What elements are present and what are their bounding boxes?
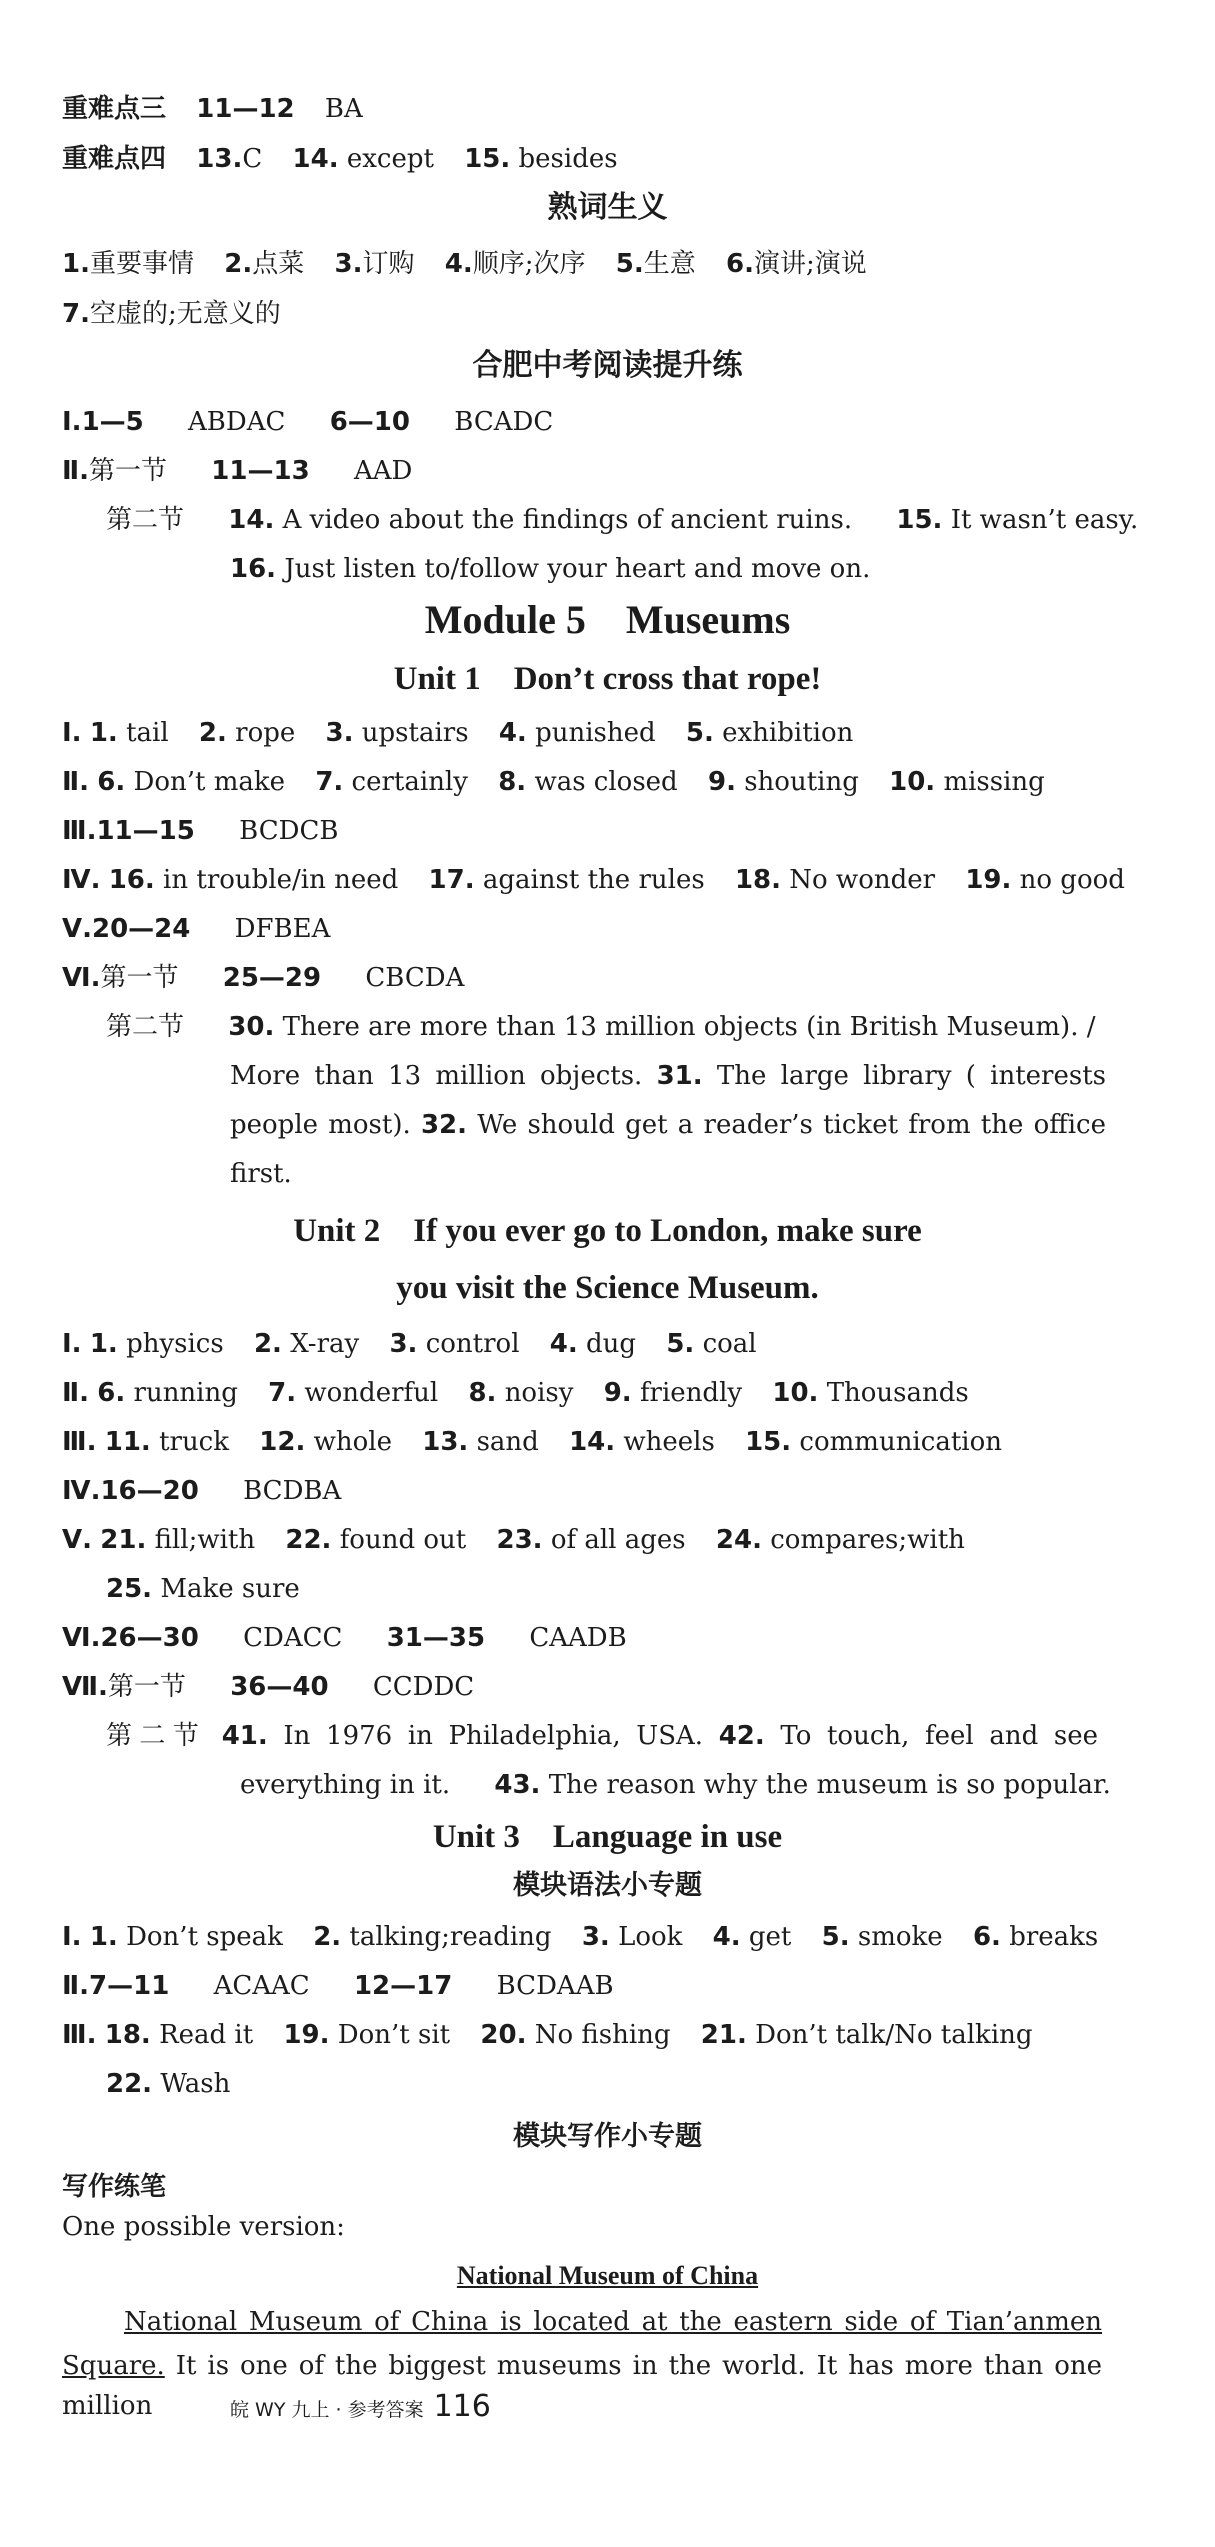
roman-numeral: Ⅱ. (62, 1971, 90, 2001)
grammar-topic-title: 模块语法小专题 (513, 1870, 702, 1901)
answer: wheels (623, 1427, 715, 1457)
question-number: 15. (896, 505, 943, 535)
key-point-4-line (62, 142, 618, 176)
answer: 点菜 (252, 249, 305, 279)
answer: Don’t make (133, 767, 286, 797)
question-number: 2. (198, 718, 227, 748)
question-number: 11—13 (211, 456, 310, 486)
answer: Wash (160, 2069, 231, 2099)
question-number: 20. (480, 2020, 527, 2050)
possible-version-label: One possible version: (62, 2212, 345, 2242)
question-number: 31—35 (386, 1623, 486, 1653)
answer: get (748, 1922, 792, 1952)
question-number: 36—40 (230, 1672, 329, 1702)
answer: CDACC (243, 1623, 343, 1653)
unit2-part-7-sec-2 (106, 1719, 1098, 1753)
answer: was closed (534, 767, 678, 797)
question-number: 11. (104, 1427, 151, 1457)
answer: in trouble/in need (163, 865, 399, 895)
answer: no good (1019, 865, 1125, 895)
question-number: 13. (422, 1427, 469, 1457)
essay-text: National Museum of China is located at the eastern side of Tian’anmen (124, 2307, 1102, 2337)
vocab-line-2 (62, 297, 281, 331)
question-number: 14. (292, 144, 339, 174)
question-number: 18. (104, 2020, 151, 2050)
answer: X-ray (290, 1329, 360, 1359)
answer: sand (476, 1427, 539, 1457)
unit3-part-3 (62, 2018, 1033, 2052)
answer: everything in it. (240, 1770, 451, 1800)
hefei-answer-16 (230, 552, 870, 586)
question-number: 18. (734, 865, 781, 895)
question-number: 4. (444, 249, 473, 279)
roman-numeral: Ⅲ. (62, 1427, 97, 1457)
question-number: 14. (228, 505, 275, 535)
answer: Don’t sit (337, 2020, 451, 2050)
essay-text: It is one of the biggest museums in the world. It has more than one million (62, 2351, 1102, 2421)
question-number: 1. (89, 1329, 118, 1359)
essay-text: Square. (62, 2351, 165, 2381)
question-number: 19. (965, 865, 1012, 895)
unit1-part-4 (62, 863, 1125, 897)
answer: missing (943, 767, 1045, 797)
answer: Just listen to/follow your heart and move on. (284, 554, 871, 584)
answer: AAD (353, 456, 413, 486)
essay-line-1 (62, 2302, 1102, 2342)
answer: noisy (504, 1378, 574, 1408)
unit1-answer-31-32 (230, 1108, 1106, 1142)
answer: Don’t speak (126, 1922, 283, 1952)
question-number: 16. (230, 554, 277, 584)
answer: running (133, 1378, 238, 1408)
answer: certainly (351, 767, 468, 797)
question-number: 7—11 (89, 1971, 170, 2001)
question-number: 11—12 (196, 94, 295, 124)
answer: A video about the findings of ancient ruins. (282, 505, 853, 535)
answer: Read it (159, 2020, 254, 2050)
question-number: 8. (468, 1378, 497, 1408)
roman-numeral: Ⅵ. (62, 1623, 101, 1653)
unit1-part-5 (62, 912, 330, 946)
answer: physics (126, 1329, 224, 1359)
question-number: 1—5 (81, 407, 144, 437)
section-title-hefei: 合肥中考阅读提升练 (472, 348, 743, 383)
answer: communication (799, 1427, 1002, 1457)
answer: fill;with (154, 1525, 256, 1555)
question-number: 22. (106, 2069, 153, 2099)
question-number: 23. (496, 1525, 543, 1555)
section-label: 第一节 (100, 963, 179, 993)
section-label: 第二节 (106, 1012, 185, 1042)
answer: BA (324, 94, 363, 124)
question-number: 12—17 (353, 1971, 453, 2001)
answer: first. (230, 1159, 292, 1189)
unit2-part-4 (62, 1474, 341, 1508)
question-number: 32. (420, 1110, 468, 1140)
answer: CBCDA (365, 963, 465, 993)
question-number: 24. (715, 1525, 762, 1555)
question-number: 7. (315, 767, 344, 797)
question-number: 4. (498, 718, 527, 748)
question-number: 4. (549, 1329, 578, 1359)
question-number: 21. (100, 1525, 147, 1555)
unit2-part-1 (62, 1327, 757, 1361)
answer: people most). (230, 1110, 411, 1140)
roman-numeral: Ⅰ. (62, 407, 82, 437)
roman-numeral: Ⅶ. (62, 1672, 108, 1702)
question-number: 11—15 (96, 816, 195, 846)
answer: wonderful (304, 1378, 439, 1408)
answer: BCDAAB (496, 1971, 614, 2001)
answer: 顺序;次序 (472, 249, 586, 279)
question-number: 10. (889, 767, 936, 797)
unit2-part-6 (62, 1621, 627, 1655)
question-number: 2. (313, 1922, 342, 1952)
unit1-part-3 (62, 814, 338, 848)
question-number: 6. (726, 249, 754, 279)
roman-numeral: Ⅰ. (62, 1922, 82, 1952)
roman-numeral: Ⅰ. (62, 1329, 82, 1359)
question-number: 3. (334, 249, 363, 279)
answer: The reason why the museum is so popular. (548, 1770, 1111, 1800)
answer: 订购 (362, 249, 415, 279)
answer: compares;with (770, 1525, 965, 1555)
question-number: 10. (772, 1378, 819, 1408)
roman-numeral: Ⅵ. (62, 963, 101, 993)
section-label: 第二节 (106, 1721, 207, 1751)
question-number: 41. (221, 1721, 268, 1751)
answer: BCDBA (243, 1476, 342, 1506)
question-number: 6. (97, 767, 126, 797)
answer: C (242, 144, 263, 174)
answer: truck (159, 1427, 230, 1457)
question-number: 25. (106, 1574, 153, 1604)
answer: We should get a reader’s ticket from the office (477, 1110, 1106, 1140)
answer: whole (313, 1427, 392, 1457)
footer-label: 皖 WY 九上 · 参考答案 (230, 2399, 424, 2421)
answer: 演讲;演说 (753, 249, 867, 279)
answer: Don’t talk/No talking (755, 2020, 1033, 2050)
answer: against the rules (482, 865, 705, 895)
answer: 重要事情 (89, 249, 194, 279)
section-label: 第一节 (107, 1672, 186, 1702)
unit3-part-1 (62, 1920, 1098, 1954)
unit1-part-1 (62, 716, 853, 750)
question-number: 17. (428, 865, 475, 895)
section-label: 第二节 (106, 505, 185, 535)
unit1-answer-30-31 (230, 1059, 1106, 1093)
question-number: 31. (656, 1061, 703, 1091)
answer: DFBEA (234, 914, 331, 944)
answer: coal (702, 1329, 757, 1359)
answer: talking;reading (349, 1922, 552, 1952)
question-number: 2. (224, 249, 253, 279)
answer: friendly (639, 1378, 743, 1408)
answer: Look (618, 1922, 683, 1952)
roman-numeral: Ⅱ. (62, 1378, 90, 1408)
question-number: 6. (972, 1922, 1001, 1952)
unit2-part-5 (62, 1523, 965, 1557)
question-number: 3. (325, 718, 354, 748)
section-label: 第一节 (89, 456, 168, 486)
question-number: 7. (268, 1378, 297, 1408)
unit2-part-5-cont (106, 1572, 300, 1606)
answer: More than 13 million objects. (230, 1061, 643, 1091)
question-number: 42. (718, 1721, 765, 1751)
unit1-part-2 (62, 765, 1045, 799)
unit-2-title-line-1: Unit 2 If you ever go to London, make sure (293, 1213, 922, 1249)
answer: upstairs (361, 718, 469, 748)
question-number: 9. (707, 767, 736, 797)
answer: BCDCB (239, 816, 339, 846)
roman-numeral: Ⅰ. (62, 718, 82, 748)
answer: punished (535, 718, 656, 748)
answer: smoke (857, 1922, 943, 1952)
unit1-answer-32-end (230, 1157, 292, 1191)
answer: of all ages (550, 1525, 686, 1555)
roman-numeral: Ⅱ. (62, 767, 90, 797)
question-number: 16—20 (100, 1476, 199, 1506)
unit-3-title: Unit 3 Language in use (432, 1819, 783, 1855)
hefei-part-2-sec-2 (106, 503, 1138, 537)
answer: BCADC (454, 407, 554, 437)
page-footer (230, 2389, 491, 2425)
question-number: 21. (700, 2020, 747, 2050)
key-point-3-line (62, 92, 363, 126)
question-number: 5. (666, 1329, 695, 1359)
question-number: 13. (196, 144, 243, 174)
roman-numeral: Ⅴ. (62, 1525, 92, 1555)
unit2-part-7 (62, 1670, 474, 1704)
question-number: 19. (283, 2020, 330, 2050)
question-number: 4. (712, 1922, 741, 1952)
answer: ACAAC (213, 1971, 310, 2001)
question-number: 20—24 (92, 914, 191, 944)
question-number: 30. (228, 1012, 275, 1042)
unit2-answer-42-43 (240, 1768, 1111, 1802)
roman-numeral: Ⅲ. (62, 2020, 97, 2050)
answer: In 1976 in Philadelphia, USA. (283, 1721, 704, 1751)
writing-practice-label: 写作练笔 (62, 2172, 167, 2202)
answer: found out (339, 1525, 467, 1555)
essay-line-2 (62, 2346, 1102, 2426)
section-title-vocab: 熟词生义 (547, 190, 668, 225)
question-number: 15. (745, 1427, 792, 1457)
question-number: 1. (89, 718, 118, 748)
question-number: 3. (581, 1922, 610, 1952)
answer: exhibition (722, 718, 854, 748)
roman-numeral: Ⅳ. (62, 865, 101, 895)
question-number: 8. (498, 767, 527, 797)
answer: except (346, 144, 434, 174)
hefei-part-2 (62, 454, 412, 488)
unit3-part-3-cont (106, 2067, 230, 2101)
answer: breaks (1009, 1922, 1099, 1952)
module-title: Module 5 Museums (424, 597, 791, 642)
answer: No fishing (534, 2020, 671, 2050)
vocab-line-1 (62, 247, 867, 281)
essay-title: National Museum of China (456, 2261, 759, 2290)
roman-numeral: Ⅲ. (62, 816, 97, 846)
question-number: 5. (821, 1922, 850, 1952)
question-number: 6—10 (329, 407, 410, 437)
page-number: 116 (433, 2389, 491, 2424)
answer: CCDDC (372, 1672, 475, 1702)
writing-topic-title: 模块写作小专题 (513, 2121, 702, 2152)
roman-numeral: Ⅴ. (62, 914, 92, 944)
question-number: 25—29 (222, 963, 322, 993)
key-point-label: 重难点三 (62, 94, 167, 124)
question-number: 6. (97, 1378, 126, 1408)
roman-numeral: Ⅳ. (62, 1476, 101, 1506)
answer: It wasn’t easy. (950, 505, 1139, 535)
question-number: 12. (259, 1427, 306, 1457)
question-number: 15. (464, 144, 511, 174)
unit-2-title-line-2: you visit the Science Museum. (396, 1270, 819, 1306)
answer: tail (126, 718, 169, 748)
unit1-part-6-sec-2 (106, 1010, 1096, 1044)
question-number: 14. (569, 1427, 616, 1457)
question-number: 7. (62, 299, 90, 329)
answer: ABDAC (188, 407, 286, 437)
question-number: 26—30 (100, 1623, 199, 1653)
unit3-part-2 (62, 1969, 614, 2003)
answer: rope (235, 718, 296, 748)
roman-numeral: Ⅱ. (62, 456, 90, 486)
question-number: 22. (285, 1525, 332, 1555)
key-point-label: 重难点四 (62, 144, 167, 174)
answer: dug (586, 1329, 637, 1359)
unit2-part-3 (62, 1425, 1002, 1459)
question-number: 16. (108, 865, 155, 895)
answer: The large library ( interests (716, 1061, 1107, 1091)
answer: Make sure (160, 1574, 300, 1604)
question-number: 2. (253, 1329, 282, 1359)
answer: 空虚的;无意义的 (89, 299, 281, 329)
hefei-part-1 (62, 405, 553, 439)
answer: CAADB (529, 1623, 627, 1653)
answer: shouting (744, 767, 859, 797)
answer: No wonder (789, 865, 936, 895)
question-number: 1. (89, 1922, 118, 1952)
answer: besides (518, 144, 618, 174)
question-number: 9. (603, 1378, 632, 1408)
answer: 生意 (643, 249, 696, 279)
question-number: 5. (685, 718, 714, 748)
answer: control (425, 1329, 520, 1359)
question-number: 1. (62, 249, 90, 279)
answer: There are more than 13 million objects (in British Museum). / (282, 1012, 1096, 1042)
answer: Thousands (826, 1378, 969, 1408)
unit-1-title: Unit 1 Don’t cross that rope! (393, 661, 822, 697)
question-number: 3. (389, 1329, 418, 1359)
unit2-part-2 (62, 1376, 969, 1410)
question-number: 5. (615, 249, 644, 279)
question-number: 43. (494, 1770, 541, 1800)
answer: To touch, feel and see (780, 1721, 1098, 1751)
unit1-part-6 (62, 961, 464, 995)
